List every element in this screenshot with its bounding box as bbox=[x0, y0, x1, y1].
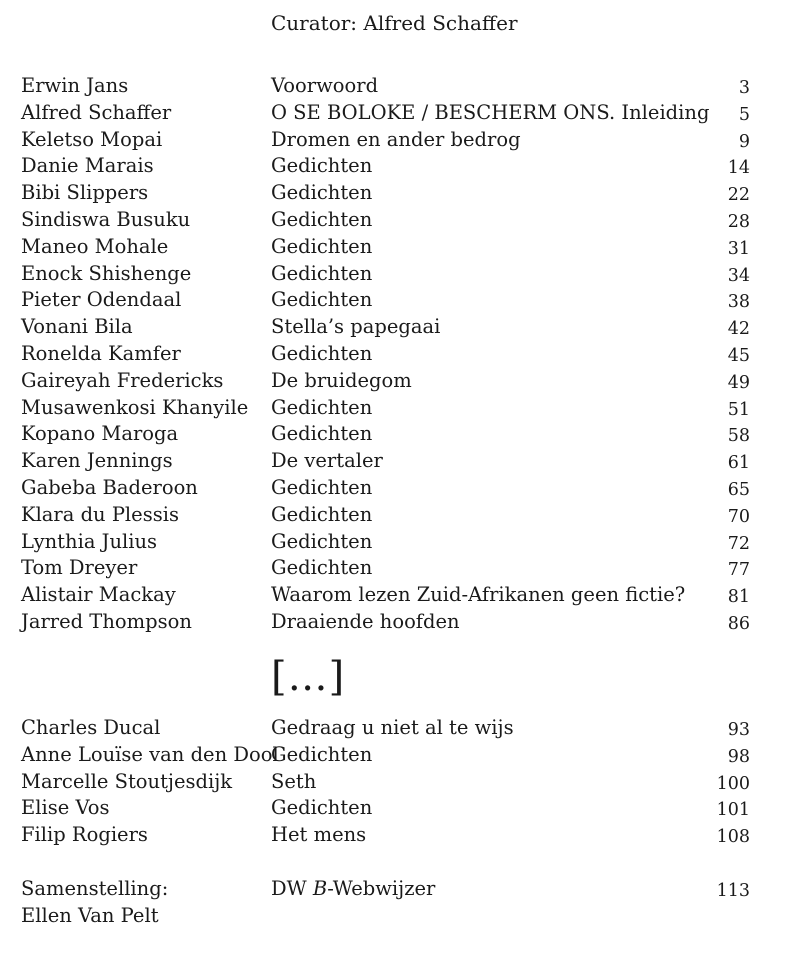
toc-row bbox=[21, 100, 750, 127]
toc-author: Erwin Jans bbox=[21, 74, 129, 97]
toc-title: Gedichten bbox=[271, 207, 373, 231]
toc-author: Elise Vos bbox=[21, 796, 110, 820]
toc-row bbox=[21, 287, 750, 314]
toc-section-main bbox=[21, 73, 750, 636]
toc-row bbox=[21, 742, 750, 769]
toc-author: Sindiswa Busuku bbox=[21, 207, 191, 231]
toc-page-number: 70 bbox=[727, 506, 750, 527]
toc-page-number: 93 bbox=[727, 720, 750, 740]
toc-page-number: 5 bbox=[738, 104, 750, 125]
toc-row bbox=[21, 609, 750, 636]
toc-author: Maneo Mohale bbox=[21, 234, 169, 258]
toc-author: Pieter Odendaal bbox=[21, 288, 182, 312]
toc-row bbox=[21, 529, 750, 556]
omission-ellipsis: […] bbox=[271, 654, 346, 700]
toc-title: De vertaler bbox=[271, 449, 383, 473]
toc-page-number: 14 bbox=[727, 158, 750, 179]
toc-author: Gabeba Baderoon bbox=[21, 475, 198, 499]
compilation-title-suffix: -Webwijzer bbox=[327, 877, 436, 900]
toc-row-compiler bbox=[21, 903, 750, 930]
compilation-label: Samenstelling: bbox=[21, 877, 169, 900]
toc-row bbox=[21, 769, 750, 796]
toc-author: Vonani Bila bbox=[21, 315, 133, 339]
toc-author: Marcelle Stoutjesdijk bbox=[21, 769, 233, 793]
toc-row bbox=[21, 448, 750, 475]
compilation-page-number: 113 bbox=[716, 881, 750, 901]
toc-title: Dromen en ander bedrog bbox=[271, 127, 521, 151]
curator-line: Curator: Alfred Schaffer bbox=[271, 11, 518, 35]
toc-page-number: 9 bbox=[738, 131, 750, 152]
toc-title: Gedichten bbox=[271, 154, 373, 178]
toc-page-number: 81 bbox=[727, 587, 750, 608]
toc-title: Gedichten bbox=[271, 529, 373, 553]
toc-author: Anne Louïse van den Dool bbox=[21, 742, 279, 766]
toc-title: Voorwoord bbox=[271, 74, 379, 97]
toc-page-number: 61 bbox=[727, 453, 750, 474]
toc-title: Gedichten bbox=[271, 261, 373, 285]
compilation-title-italic: B bbox=[312, 877, 328, 900]
toc-section-secondary bbox=[21, 715, 750, 849]
toc-page-number: 108 bbox=[716, 827, 750, 848]
toc-title: Gedraag u niet al te wijs bbox=[271, 716, 514, 739]
toc-page-number: 100 bbox=[716, 773, 750, 794]
toc-row bbox=[21, 73, 750, 100]
toc-page-number: 22 bbox=[727, 185, 750, 206]
toc-row bbox=[21, 502, 750, 529]
toc-author: Enock Shishenge bbox=[21, 261, 192, 285]
toc-author: Keletso Mopai bbox=[21, 127, 163, 151]
toc-author: Alfred Schaffer bbox=[21, 100, 172, 124]
toc-title: Het mens bbox=[271, 823, 367, 847]
compilation-title-prefix: DW bbox=[271, 877, 313, 900]
toc-page-number: 49 bbox=[727, 372, 750, 393]
toc-author: Musawenkosi Khanyile bbox=[21, 395, 249, 419]
toc-title: Gedichten bbox=[271, 341, 373, 365]
toc-page-number: 28 bbox=[727, 211, 750, 232]
toc-author: Tom Dreyer bbox=[21, 556, 138, 580]
toc-title: De bruidegom bbox=[271, 368, 412, 392]
toc-author: Gaireyah Fredericks bbox=[21, 368, 224, 392]
compilation-title bbox=[271, 876, 435, 903]
toc-row bbox=[21, 822, 750, 849]
toc-title: Waarom lezen Zuid-Afrikanen geen fictie? bbox=[271, 583, 686, 607]
toc-title: Gedichten bbox=[271, 502, 373, 526]
toc-page-number: 42 bbox=[727, 319, 750, 340]
toc-row bbox=[21, 421, 750, 448]
toc-title: Gedichten bbox=[271, 234, 373, 258]
toc-row bbox=[21, 795, 750, 822]
toc-row bbox=[21, 207, 750, 234]
toc-title: Gedichten bbox=[271, 796, 373, 820]
toc-page-number: 72 bbox=[727, 533, 750, 554]
toc-author: Filip Rogiers bbox=[21, 823, 148, 847]
toc-page-number: 38 bbox=[727, 292, 750, 313]
toc-page-number: 3 bbox=[738, 78, 750, 98]
toc-row bbox=[21, 261, 750, 288]
toc-author: Karen Jennings bbox=[21, 449, 173, 473]
toc-title: Gedichten bbox=[271, 181, 373, 205]
toc-title: Seth bbox=[271, 769, 317, 793]
toc-row bbox=[21, 715, 750, 742]
toc-author: Charles Ducal bbox=[21, 716, 161, 739]
toc-page-number: 65 bbox=[727, 479, 750, 500]
toc-page-number: 31 bbox=[727, 238, 750, 259]
toc-page-number: 98 bbox=[727, 746, 750, 767]
toc-row bbox=[21, 234, 750, 261]
toc-author: Danie Marais bbox=[21, 154, 154, 178]
toc-row bbox=[21, 341, 750, 368]
toc-page-number: 101 bbox=[716, 800, 750, 821]
toc-row bbox=[21, 555, 750, 582]
toc-title: Gedichten bbox=[271, 422, 373, 446]
toc-author: Klara du Plessis bbox=[21, 502, 179, 526]
toc-title: Gedichten bbox=[271, 475, 373, 499]
toc-page-number: 86 bbox=[727, 613, 750, 634]
toc-row bbox=[21, 180, 750, 207]
toc-section-compilation bbox=[21, 876, 750, 930]
toc-page-number: 51 bbox=[727, 399, 750, 420]
toc-row bbox=[21, 368, 750, 395]
toc-author: Jarred Thompson bbox=[21, 609, 192, 633]
toc-title: Draaiende hoofden bbox=[271, 609, 460, 633]
toc-title: Gedichten bbox=[271, 395, 373, 419]
toc-author: Kopano Maroga bbox=[21, 422, 179, 446]
toc-row bbox=[21, 395, 750, 422]
toc-page-number: 34 bbox=[727, 265, 750, 286]
compiler-name: Ellen Van Pelt bbox=[21, 903, 159, 927]
toc-row bbox=[21, 127, 750, 154]
toc-author: Ronelda Kamfer bbox=[21, 341, 181, 365]
toc-page-number: 45 bbox=[727, 345, 750, 366]
toc-author: Lynthia Julius bbox=[21, 529, 158, 553]
toc-title: O SE BOLOKE / BESCHERM ONS. Inleiding bbox=[271, 100, 710, 124]
toc-author: Bibi Slippers bbox=[21, 181, 149, 205]
toc-author: Alistair Mackay bbox=[21, 583, 176, 607]
toc-row bbox=[21, 582, 750, 609]
toc-row-compilation bbox=[21, 876, 750, 903]
toc-page-number: 58 bbox=[727, 426, 750, 447]
toc-row bbox=[21, 153, 750, 180]
toc-row bbox=[21, 475, 750, 502]
toc-page-number: 77 bbox=[727, 560, 750, 581]
toc-title: Gedichten bbox=[271, 742, 373, 766]
toc-title: Gedichten bbox=[271, 556, 373, 580]
toc-title: Gedichten bbox=[271, 288, 373, 312]
toc-row bbox=[21, 314, 750, 341]
toc-title: Stella’s papegaai bbox=[271, 315, 441, 339]
